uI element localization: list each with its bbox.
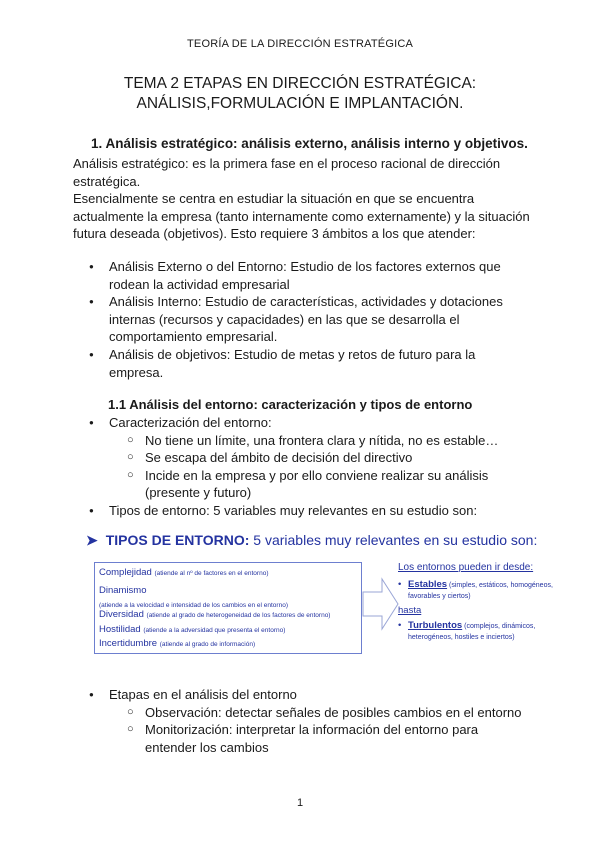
sub-list-item: ○ Observación: detectar señales de posibles cambios en el entorno (73, 704, 533, 722)
variable-diversidad (99, 609, 330, 620)
section-1-1-content (73, 414, 513, 520)
list-item: ● Análisis Interno: Estudio de características, actividades y dotaciones internas (recursos y capacidades) en las que se desarrolla el comportamiento empresarial. (73, 293, 513, 346)
variable-incertidumbre (99, 638, 255, 649)
tipos-de-entorno-diagram (86, 532, 553, 662)
section-1-paragraph-1: Análisis estratégico: es la primera fase en el proceso racional de dirección estratégica. (73, 156, 501, 189)
section-1-paragraph-2: Esencialmente se centra en estudiar la situación en que se encuentra actualmente la empresa (tanto internamente como externamente) y la situación futura deseada (objetivos). Esto requiere 3 ámbitos a los que atender: (73, 191, 530, 242)
list-item: ● Etapas en el análisis del entorno (73, 686, 533, 704)
variable-name: Dinamismo (99, 585, 147, 596)
entornos-heading: Los entornos pueden ir desde: (398, 562, 534, 573)
estables-label: Estables (408, 579, 448, 590)
list-item: ● Análisis de objetivos: Estudio de metas y retos de futuro para la empresa. (73, 346, 513, 381)
variable-name: Hostilidad (99, 624, 141, 635)
sub-list (73, 704, 533, 757)
section-1-bullet-list (73, 258, 513, 381)
turbulentos-note: (complejos, dinámicos, heterogéneos, hostiles e inciertos) (408, 623, 536, 641)
page-number: 1 (296, 797, 304, 809)
list-item: ● Caracterización del entorno: (73, 414, 513, 432)
section-1-1-heading: 1.1 Análisis del entorno: caracterización y tipos de entorno (108, 397, 473, 412)
variable-note: (atiende al grado de información) (159, 641, 256, 648)
sub-list-item: ○ Monitorización: interpretar la información del entorno para entender los cambios (73, 721, 533, 756)
variable-note: (atiende al grado de heterogeneidad de los factores de entorno) (146, 612, 331, 619)
turbulentos-label: Turbulentos (408, 620, 463, 631)
right-arrow-icon (362, 576, 400, 632)
diagram-title-rest: 5 variables muy relevantes en su estudio son: (249, 532, 538, 548)
sub-list-item: ○ Incide en la empresa y por ello conviene realizar su análisis (presente y futuro) (73, 467, 513, 502)
variable-note: (atiende a la adversidad que presenta el entorno) (143, 627, 286, 634)
hasta-label: hasta (398, 605, 422, 616)
variable-note: (atiende a la velocidad e intensidad de los cambios en el entorno) (99, 602, 288, 609)
variable-dinamismo (99, 585, 147, 596)
entornos-range (398, 562, 558, 642)
list-item: ● Análisis Externo o del Entorno: Estudio de los factores externos que rodean la actividad empresarial (73, 258, 513, 293)
variables-box (94, 562, 362, 654)
diagram-title-bold: TIPOS DE ENTORNO: (105, 532, 250, 548)
variable-name: Incertidumbre (99, 638, 158, 649)
running-header: TEORÍA DE LA DIRECCIÓN ESTRATÉGICA (186, 38, 414, 50)
title-line-2: ANÁLISIS,FORMULACIÓN E IMPLANTACIÓN. (136, 95, 464, 112)
entorno-turbulentos (398, 620, 558, 642)
sub-list-item: ○ Se escapa del ámbito de decisión del directivo (73, 449, 513, 467)
entorno-estables (398, 579, 558, 601)
sub-list-item: ○ No tiene un límite, una frontera clara y nítida, no es estable… (73, 432, 513, 450)
diagram-title (86, 532, 537, 549)
variable-note: (atiende al nº de factores en el entorno) (154, 570, 269, 577)
sub-list (73, 432, 513, 502)
page-title (60, 74, 540, 114)
variable-hostilidad (99, 624, 285, 635)
section-1-heading: 1. Análisis estratégico: análisis externo, análisis interno y objetivos. (91, 136, 528, 151)
list-item: ● Tipos de entorno: 5 variables muy relevantes en su estudio son: (73, 502, 513, 520)
etapas-content (73, 686, 533, 756)
variable-name: Complejidad (99, 567, 152, 578)
variable-complejidad (99, 567, 268, 578)
estables-note: (simples, estáticos, homogéneos, favorables y ciertos) (408, 582, 553, 600)
variable-name: Diversidad (99, 609, 144, 620)
arrowhead-bullet-icon: ➤ (86, 532, 98, 548)
title-line-1: TEMA 2 ETAPAS EN DIRECCIÓN ESTRATÉGICA: (123, 75, 477, 92)
